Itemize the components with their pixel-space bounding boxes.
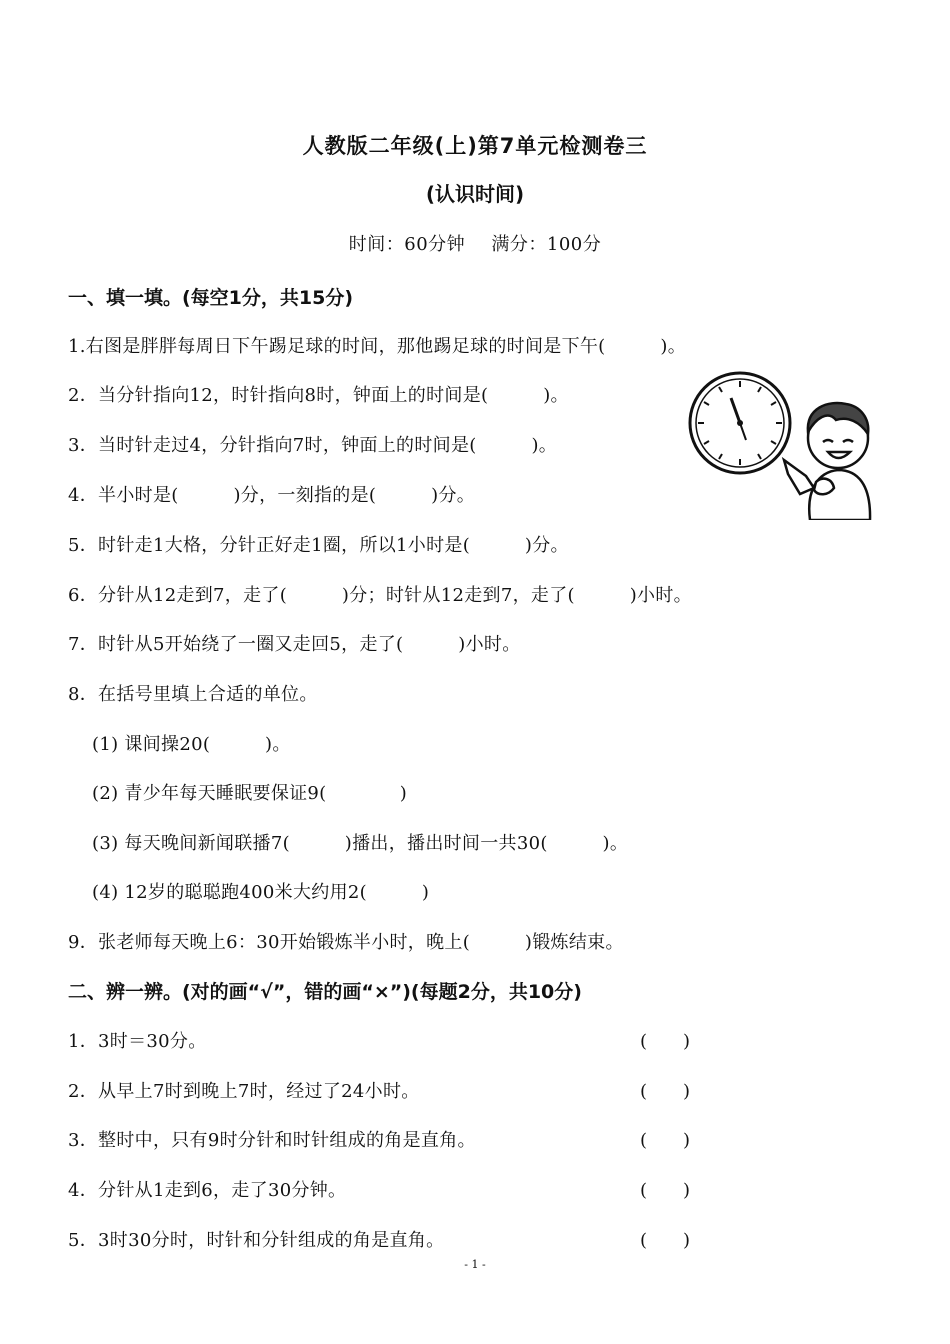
question-1-9: 9．张老师每天晚上6：30开始锻炼半小时，晚上( )锻炼结束。: [68, 932, 624, 953]
question-1-8-3: (3) 每天晚间新闻联播7( )播出，播出时间一共30( )。: [92, 833, 629, 854]
question-1-8-4: (4) 12岁的聪聪跑400米大约用2( ): [92, 882, 430, 903]
question-2-4: 4．分针从1走到6，走了30分钟。: [68, 1180, 347, 1201]
page-subtitle: (认识时间): [425, 182, 525, 206]
page-number: - 1 -: [464, 1258, 486, 1271]
full-score: 满分：100分: [491, 234, 602, 255]
question-2-1: 1．3时＝30分。: [68, 1031, 207, 1052]
question-1-8: 8．在括号里填上合适的单位。: [68, 684, 318, 705]
section-1-heading: 一、填一填。(每空1分，共15分): [68, 287, 354, 309]
answer-paren-2-3: ( ): [640, 1130, 691, 1151]
page-title: 人教版二年级(上)第7单元检测卷三: [302, 134, 648, 158]
answer-paren-2-5: ( ): [640, 1230, 691, 1251]
time-limit: 时间：60分钟: [348, 234, 466, 255]
question-1-8-1: (1) 课间操20( )。: [92, 734, 291, 755]
question-1-3: 3．当时针走过4，分针指向7时，钟面上的时间是( )。: [68, 435, 558, 456]
answer-paren-2-1: ( ): [640, 1031, 691, 1052]
question-1-4: 4．半小时是( )分，一刻指的是( )分。: [68, 485, 476, 506]
clock-and-boy-illustration: [688, 360, 873, 520]
question-1-8-2: (2) 青少年每天睡眠要保证9( ): [92, 783, 408, 804]
exam-meta: [0, 230, 950, 256]
question-1-7: 7．时针从5开始绕了一圈又走回5，走了( )小时。: [68, 634, 521, 655]
question-2-5: 5．3时30分时，时针和分针组成的角是直角。: [68, 1230, 445, 1251]
answer-paren-2-4: ( ): [640, 1180, 691, 1201]
clock-icon: [690, 373, 790, 473]
boy-pointing-icon: [784, 403, 870, 520]
question-1-1: 1.右图是胖胖每周日下午踢足球的时间，那他踢足球的时间是下午( )。: [68, 336, 687, 357]
question-1-6: 6．分针从12走到7，走了( )分；时针从12走到7，走了( )小时。: [68, 585, 692, 606]
question-2-3: 3．整时中，只有9时分针和时针组成的角是直角。: [68, 1130, 476, 1151]
section-2-heading: 二、辨一辨。(对的画“√”，错的画“×”)(每题2分，共10分): [68, 981, 582, 1003]
question-2-2: 2．从早上7时到晚上7时，经过了24小时。: [68, 1081, 420, 1102]
question-1-5: 5．时针走1大格，分针正好走1圈，所以1小时是( )分。: [68, 535, 569, 556]
answer-paren-2-2: ( ): [640, 1081, 691, 1102]
question-1-2: 2．当分针指向12，时针指向8时，钟面上的时间是( )。: [68, 385, 569, 406]
